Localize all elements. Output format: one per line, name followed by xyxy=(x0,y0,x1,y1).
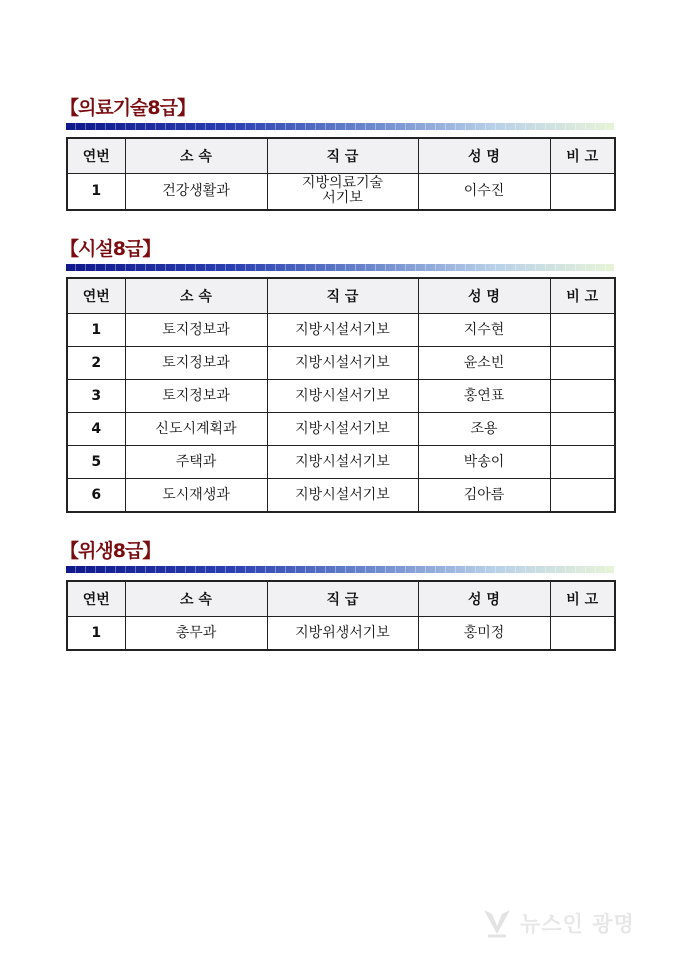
cell-dept: 토지정보과 xyxy=(125,314,267,347)
cell-rank: 지방위생서기보 xyxy=(267,617,418,651)
cell-rank: 지방시설서기보 xyxy=(267,347,418,380)
cell-name: 이수진 xyxy=(418,174,550,210)
header-name: 성 명 xyxy=(418,138,550,174)
cell-no: 1 xyxy=(67,314,125,347)
cell-no: 1 xyxy=(67,174,125,210)
logo-icon xyxy=(480,904,514,940)
table-row xyxy=(67,380,615,413)
section-title: 【위생8급】 xyxy=(60,540,161,562)
cell-name: 김아름 xyxy=(418,479,550,513)
cell-note xyxy=(550,446,615,479)
table-row xyxy=(67,446,615,479)
title-underline-bar xyxy=(66,566,614,573)
header-rank: 직 급 xyxy=(267,278,418,314)
cell-name: 박송이 xyxy=(418,446,550,479)
cell-rank: 지방시설서기보 xyxy=(267,446,418,479)
cell-rank: 지방시설서기보 xyxy=(267,413,418,446)
cell-note xyxy=(550,617,615,651)
personnel-table xyxy=(66,277,616,513)
cell-no: 4 xyxy=(67,413,125,446)
header-dept: 소 속 xyxy=(125,278,267,314)
header-name: 성 명 xyxy=(418,278,550,314)
table-row xyxy=(67,174,615,210)
table-header-row xyxy=(67,138,615,174)
cell-name: 조용 xyxy=(418,413,550,446)
cell-rank: 지방시설서기보 xyxy=(267,380,418,413)
cell-dept: 신도시계획과 xyxy=(125,413,267,446)
cell-dept: 도시재생과 xyxy=(125,479,267,513)
cell-dept: 토지정보과 xyxy=(125,347,267,380)
cell-rank xyxy=(267,174,418,210)
table-row xyxy=(67,413,615,446)
header-rank: 직 급 xyxy=(267,138,418,174)
cell-dept: 토지정보과 xyxy=(125,380,267,413)
cell-note xyxy=(550,314,615,347)
cell-note xyxy=(550,380,615,413)
section-title: 【시설8급】 xyxy=(60,238,161,260)
title-underline-bar xyxy=(66,264,614,271)
header-no: 연번 xyxy=(67,138,125,174)
table-header-row xyxy=(67,581,615,617)
cell-note xyxy=(550,347,615,380)
cell-rank-line2: 서기보 xyxy=(322,190,363,207)
table-row xyxy=(67,617,615,651)
cell-no: 3 xyxy=(67,380,125,413)
cell-note xyxy=(550,479,615,513)
watermark xyxy=(480,902,650,942)
header-dept: 소 속 xyxy=(125,581,267,617)
cell-name: 홍연표 xyxy=(418,380,550,413)
personnel-table xyxy=(66,580,616,651)
header-note: 비 고 xyxy=(550,581,615,617)
header-rank: 직 급 xyxy=(267,581,418,617)
header-name: 성 명 xyxy=(418,581,550,617)
header-no: 연번 xyxy=(67,581,125,617)
cell-dept: 건강생활과 xyxy=(125,174,267,210)
cell-no: 6 xyxy=(67,479,125,513)
title-underline-bar xyxy=(66,123,614,130)
cell-no: 5 xyxy=(67,446,125,479)
cell-dept: 총무과 xyxy=(125,617,267,651)
cell-rank-line1: 지방의료기술 xyxy=(301,175,384,192)
cell-dept: 주택과 xyxy=(125,446,267,479)
cell-note xyxy=(550,413,615,446)
table-row xyxy=(67,314,615,347)
cell-rank: 지방시설서기보 xyxy=(267,314,418,347)
cell-note xyxy=(550,174,615,210)
cell-name: 홍미정 xyxy=(418,617,550,651)
table-row xyxy=(67,479,615,513)
cell-no: 2 xyxy=(67,347,125,380)
personnel-table xyxy=(66,137,616,211)
section-title: 【의료기술8급】 xyxy=(60,97,195,119)
cell-name: 윤소빈 xyxy=(418,347,550,380)
table-row xyxy=(67,347,615,380)
cell-rank: 지방시설서기보 xyxy=(267,479,418,513)
header-dept: 소 속 xyxy=(125,138,267,174)
watermark-text: 뉴스인 광명 xyxy=(520,912,635,936)
header-no: 연번 xyxy=(67,278,125,314)
table-header-row xyxy=(67,278,615,314)
cell-name: 지수현 xyxy=(418,314,550,347)
header-note: 비 고 xyxy=(550,138,615,174)
cell-no: 1 xyxy=(67,617,125,651)
header-note: 비 고 xyxy=(550,278,615,314)
